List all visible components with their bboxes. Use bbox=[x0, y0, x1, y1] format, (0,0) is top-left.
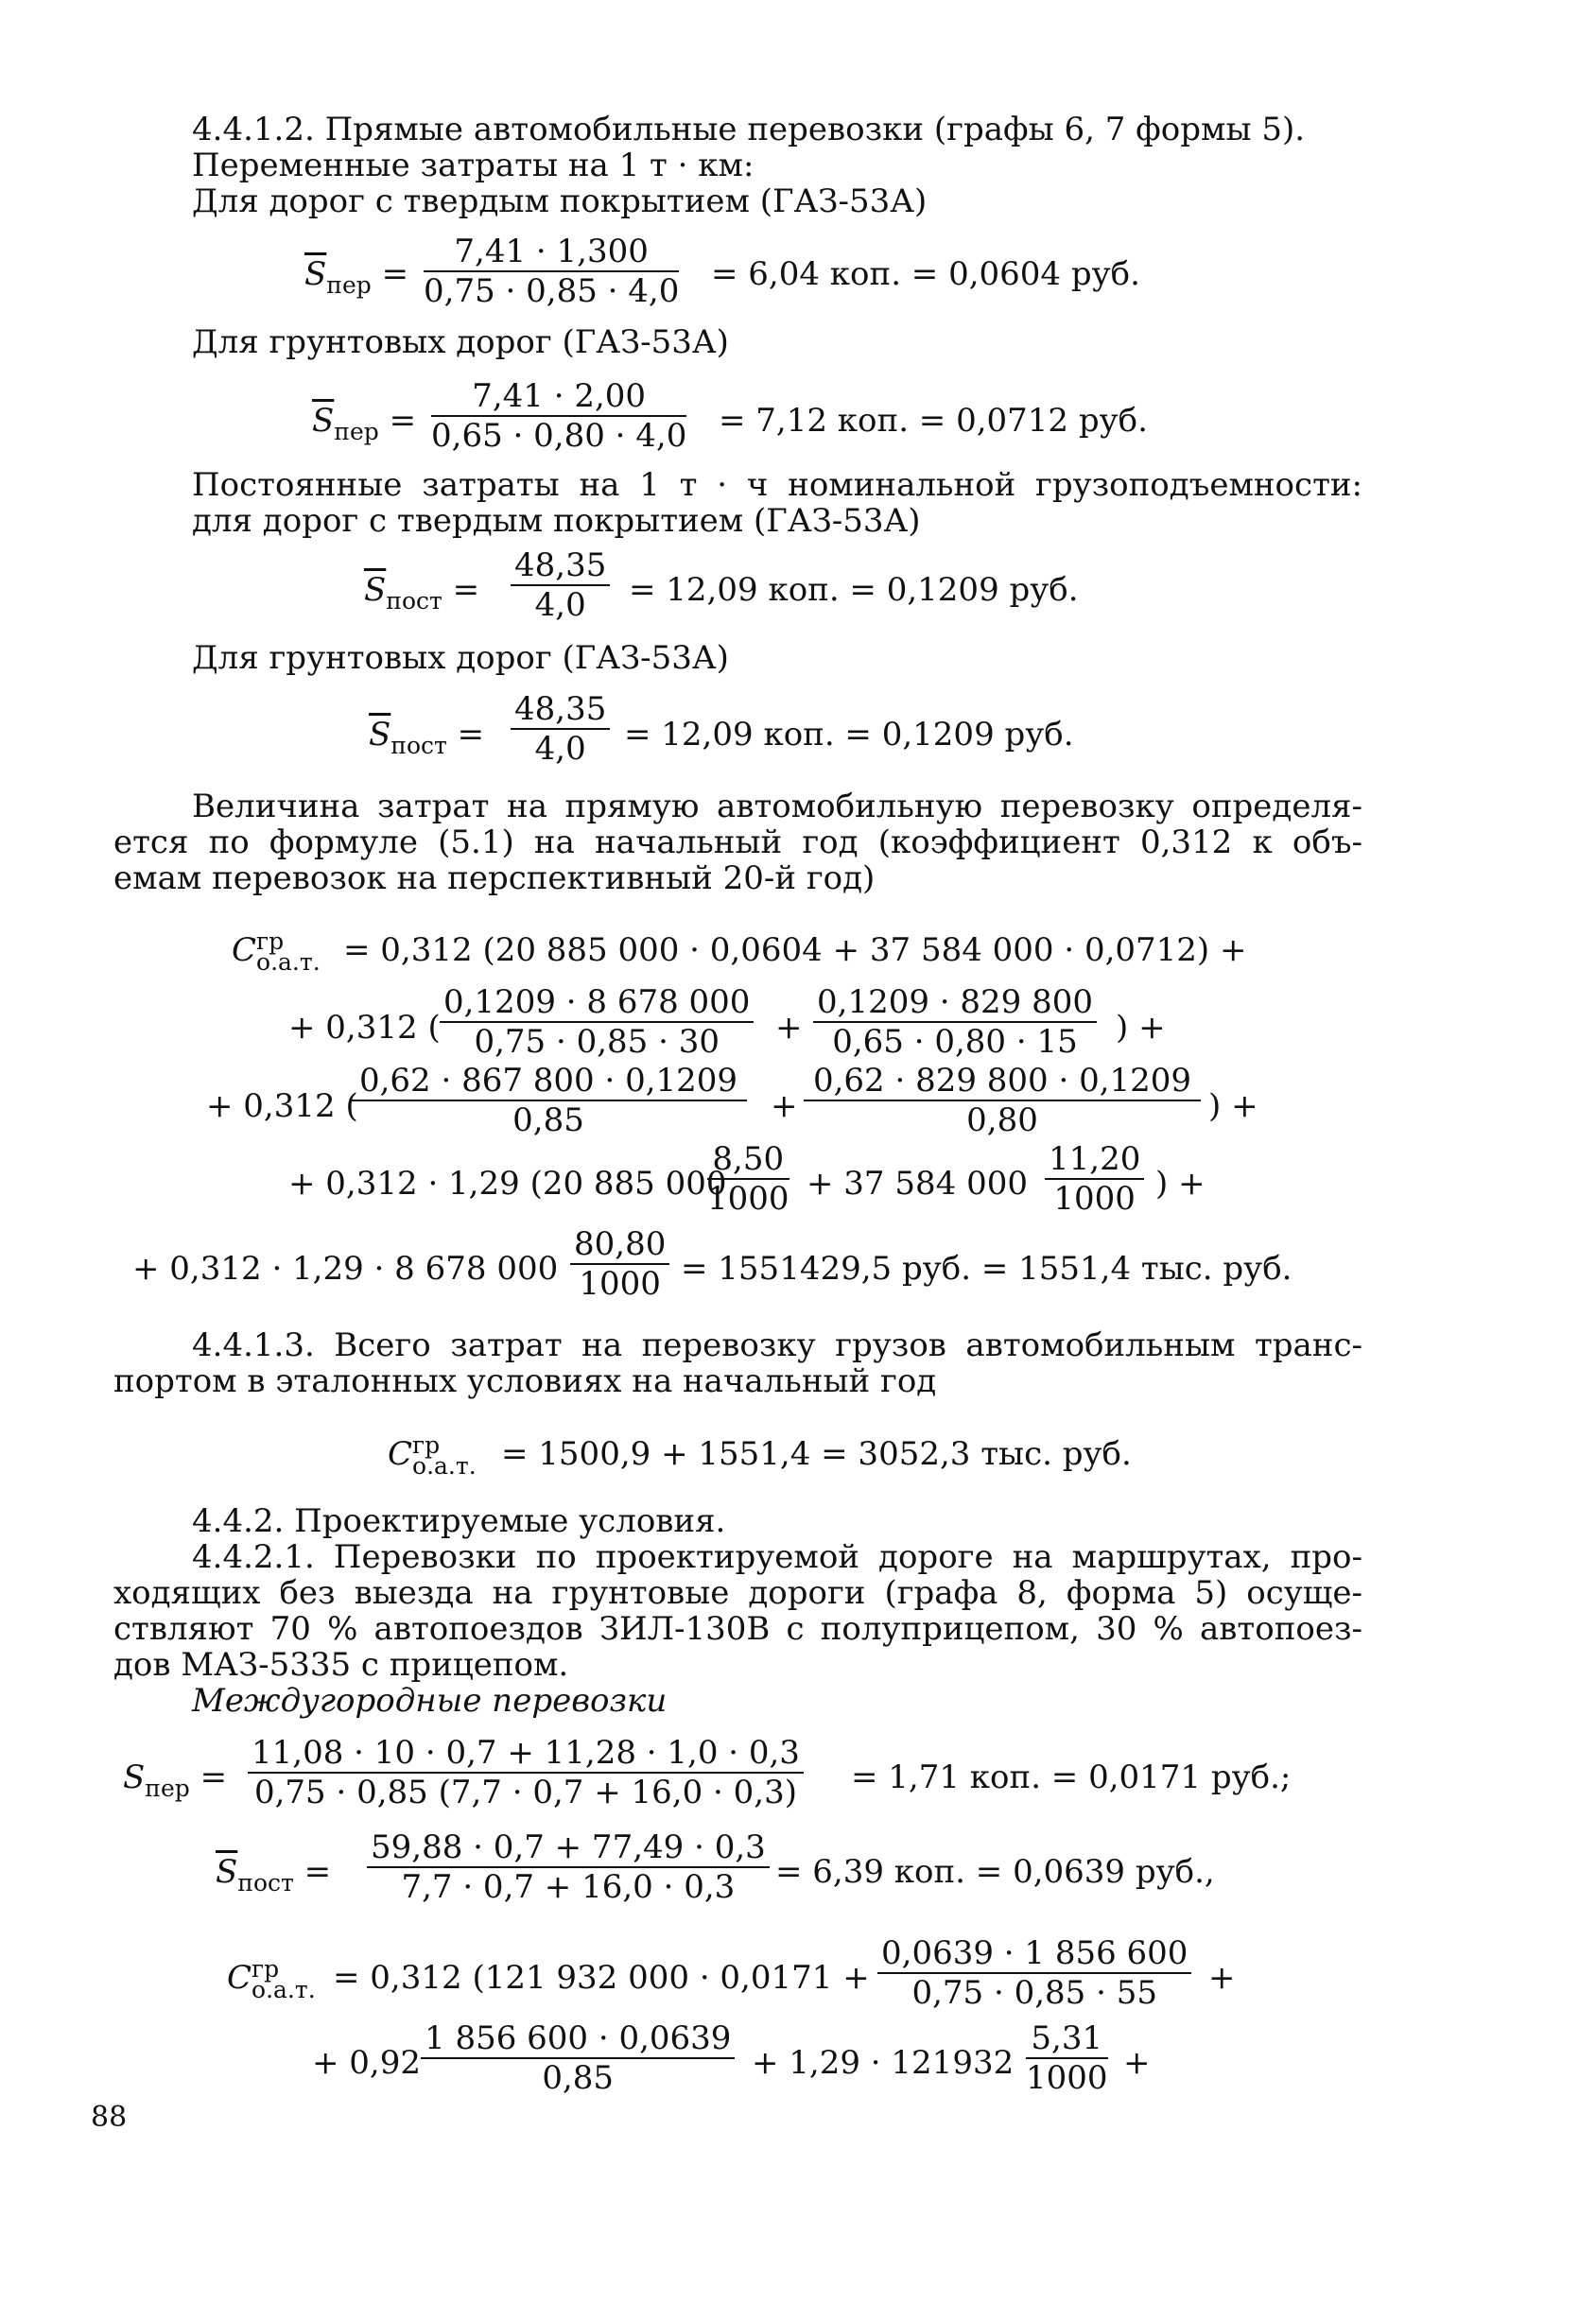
formula-fraction: $\frac{0,62 \cdot 867 800 \cdot 0,1209}{0,85}$ bbox=[350, 1064, 747, 1137]
formula-lhs: $\overline{S}_{пер}$ = bbox=[304, 255, 409, 299]
formula-text: + 37 584 000 bbox=[807, 1165, 1028, 1203]
formula-result: = 6,39 коп. = 0,0639 руб., bbox=[775, 1853, 1215, 1891]
text-line: Постоянные затраты на 1 т · ч номинальной грузоподъемности: bbox=[192, 466, 1362, 504]
formula-fraction: $\frac{0,0639 \cdot 1 856 600}{0,75 \cdot 0,85 \cdot 55}$ bbox=[877, 1936, 1191, 2010]
paragraph-line: ется по формуле (5.1) на начальный год (коэффициент 0,312 к объ- bbox=[113, 823, 1362, 861]
formula-text: + bbox=[1208, 1959, 1236, 1997]
formula-lhs: $S_{пер}$ = bbox=[123, 1758, 228, 1802]
formula-result: = 6,04 коп. = 0,0604 руб. bbox=[711, 255, 1140, 293]
paragraph-line: емам перевозок на перспективный 20-й год) bbox=[113, 859, 876, 897]
formula-text: ) + bbox=[1208, 1087, 1258, 1125]
formula-fraction: $\frac{11,08 \cdot 10 \cdot 0,7 + 11,28 \cdot 1,0 \cdot 0,3}{0,75 \cdot 0,85 (7,7 \cdot 0,7 + 16,0 \cdot 0,3)}$ bbox=[248, 1736, 804, 1810]
formula-line: = 1500,9 + 1551,4 = 3052,3 тыс. руб. bbox=[501, 1435, 1132, 1473]
formula-result: = 1,71 коп. = 0,0171 руб.; bbox=[851, 1758, 1292, 1796]
formula-lhs: $\overline{S}_{пост}$ = bbox=[369, 716, 485, 759]
subheading: Междугородные перевозки bbox=[192, 1682, 668, 1720]
formula-text: + 0,312 · 1,29 (20 885 000 bbox=[288, 1165, 727, 1203]
formula-text: + bbox=[775, 1009, 803, 1047]
formula-line: = 0,312 (20 885 000 · 0,0604 + 37 584 000 · 0,0712) + bbox=[343, 931, 1247, 969]
formula-lhs: $\overline{S}_{пост}$ = bbox=[364, 571, 480, 615]
section-heading: 4.4.2. Проектируемые условия. bbox=[192, 1502, 726, 1540]
formula-fraction: $\frac{11,20}{1000}$ bbox=[1045, 1142, 1144, 1216]
formula-fraction: $\frac{80,80}{1000}$ bbox=[570, 1227, 669, 1301]
formula-fraction: $\frac{59,88 \cdot 0,7 + 77,49 \cdot 0,3}{7,7 \cdot 0,7 + 16,0 \cdot 0,3}$ bbox=[367, 1830, 770, 1904]
formula-result: = 7,12 коп. = 0,0712 руб. bbox=[719, 402, 1148, 440]
formula-text: + 0,312 ( bbox=[206, 1087, 358, 1125]
formula-text: + 0,312 ( bbox=[288, 1009, 441, 1047]
formula-result: = 12,09 коп. = 0,1209 руб. bbox=[629, 571, 1079, 609]
formula-lhs: C гр о.а.т. bbox=[388, 1431, 477, 1480]
formula-fraction: $\frac{48,35}{4,0}$ bbox=[511, 692, 610, 766]
formula-fraction: $\frac{0,1209 \cdot 829 800}{0,65 \cdot 0,80 \cdot 15}$ bbox=[813, 985, 1097, 1059]
formula-lhs: C гр о.а.т. bbox=[232, 927, 321, 976]
formula-fraction: $\frac{48,35}{4,0}$ bbox=[511, 548, 610, 622]
formula-lhs: $\overline{S}_{пер}$ = bbox=[312, 402, 417, 445]
formula-text: ) + bbox=[1155, 1165, 1206, 1203]
paragraph-line: 4.4.2.1. Перевозки по проектируемой дороге на маршрутах, про- bbox=[192, 1538, 1362, 1576]
formula-lhs: C гр о.а.т. bbox=[227, 1955, 316, 2003]
formula-text: + 0,312 · 1,29 · 8 678 000 bbox=[132, 1250, 559, 1288]
text-line: Для грунтовых дорог (ГАЗ-53А) bbox=[192, 323, 729, 361]
paragraph-line: 4.4.1.3. Всего затрат на перевозку грузов автомобильным транс- bbox=[192, 1326, 1362, 1364]
text-line: Для грунтовых дорог (ГАЗ-53А) bbox=[192, 639, 729, 677]
formula-fraction: $\frac{5,31}{1000}$ bbox=[1026, 2019, 1108, 2097]
formula-result: = 12,09 коп. = 0,1209 руб. bbox=[624, 716, 1074, 754]
text-line: Переменные затраты на 1 т · км: bbox=[192, 147, 755, 184]
formula-result: = 1551429,5 руб. = 1551,4 тыс. руб. bbox=[681, 1250, 1292, 1288]
formula-text: + 0,92 bbox=[312, 2044, 421, 2082]
formula-lhs: $\overline{S}_{пост}$ = bbox=[216, 1853, 332, 1897]
formula-fraction: $\frac{7,41 \cdot 1,300}{0,75 \cdot 0,85 \cdot 4,0}$ bbox=[424, 233, 680, 310]
formula-fraction: $\frac{7,41 \cdot 2,00}{0,65 \cdot 0,80 \cdot 4,0}$ bbox=[431, 377, 687, 455]
formula-fraction: $\frac{8,50}{1000}$ bbox=[707, 1140, 789, 1218]
section-heading: 4.4.1.2. Прямые автомобильные перевозки (графы 6, 7 формы 5). bbox=[192, 111, 1306, 148]
paragraph-line: Величина затрат на прямую автомобильную перевозку определя- bbox=[192, 788, 1362, 825]
paragraph-line: ствляют 70 % автопоездов ЗИЛ-130В с полуприцепом, 30 % автопоез- bbox=[113, 1610, 1362, 1648]
paragraph-line: ходящих без выезда на грунтовые дороги (графа 8, форма 5) осуще- bbox=[113, 1574, 1362, 1612]
formula-text: + bbox=[1123, 2044, 1151, 2082]
paragraph-line: портом в эталонных условиях на начальный год bbox=[113, 1362, 937, 1400]
formula-text: = 0,312 (121 932 000 · 0,0171 + bbox=[333, 1959, 870, 1997]
paragraph-line: дов МАЗ-5335 с прицепом. bbox=[113, 1646, 569, 1684]
formula-text: + bbox=[771, 1087, 798, 1125]
formula-text: + 1,29 · 121932 bbox=[752, 2044, 1015, 2082]
text-line: для дорог с твердым покрытием (ГАЗ-53А) bbox=[192, 502, 921, 540]
formula-fraction: $\frac{0,1209 \cdot 8 678 000}{0,75 \cdot 0,85 \cdot 30}$ bbox=[440, 985, 754, 1059]
text-line: Для дорог с твердым покрытием (ГАЗ-53А) bbox=[192, 182, 928, 220]
formula-text: ) + bbox=[1116, 1009, 1166, 1047]
page-number: 88 bbox=[91, 2101, 128, 2134]
formula-fraction: $\frac{1 856 600 \cdot 0,0639}{0,85}$ bbox=[421, 2021, 735, 2095]
formula-fraction: $\frac{0,62 \cdot 829 800 \cdot 0,1209}{0,80}$ bbox=[804, 1064, 1201, 1137]
